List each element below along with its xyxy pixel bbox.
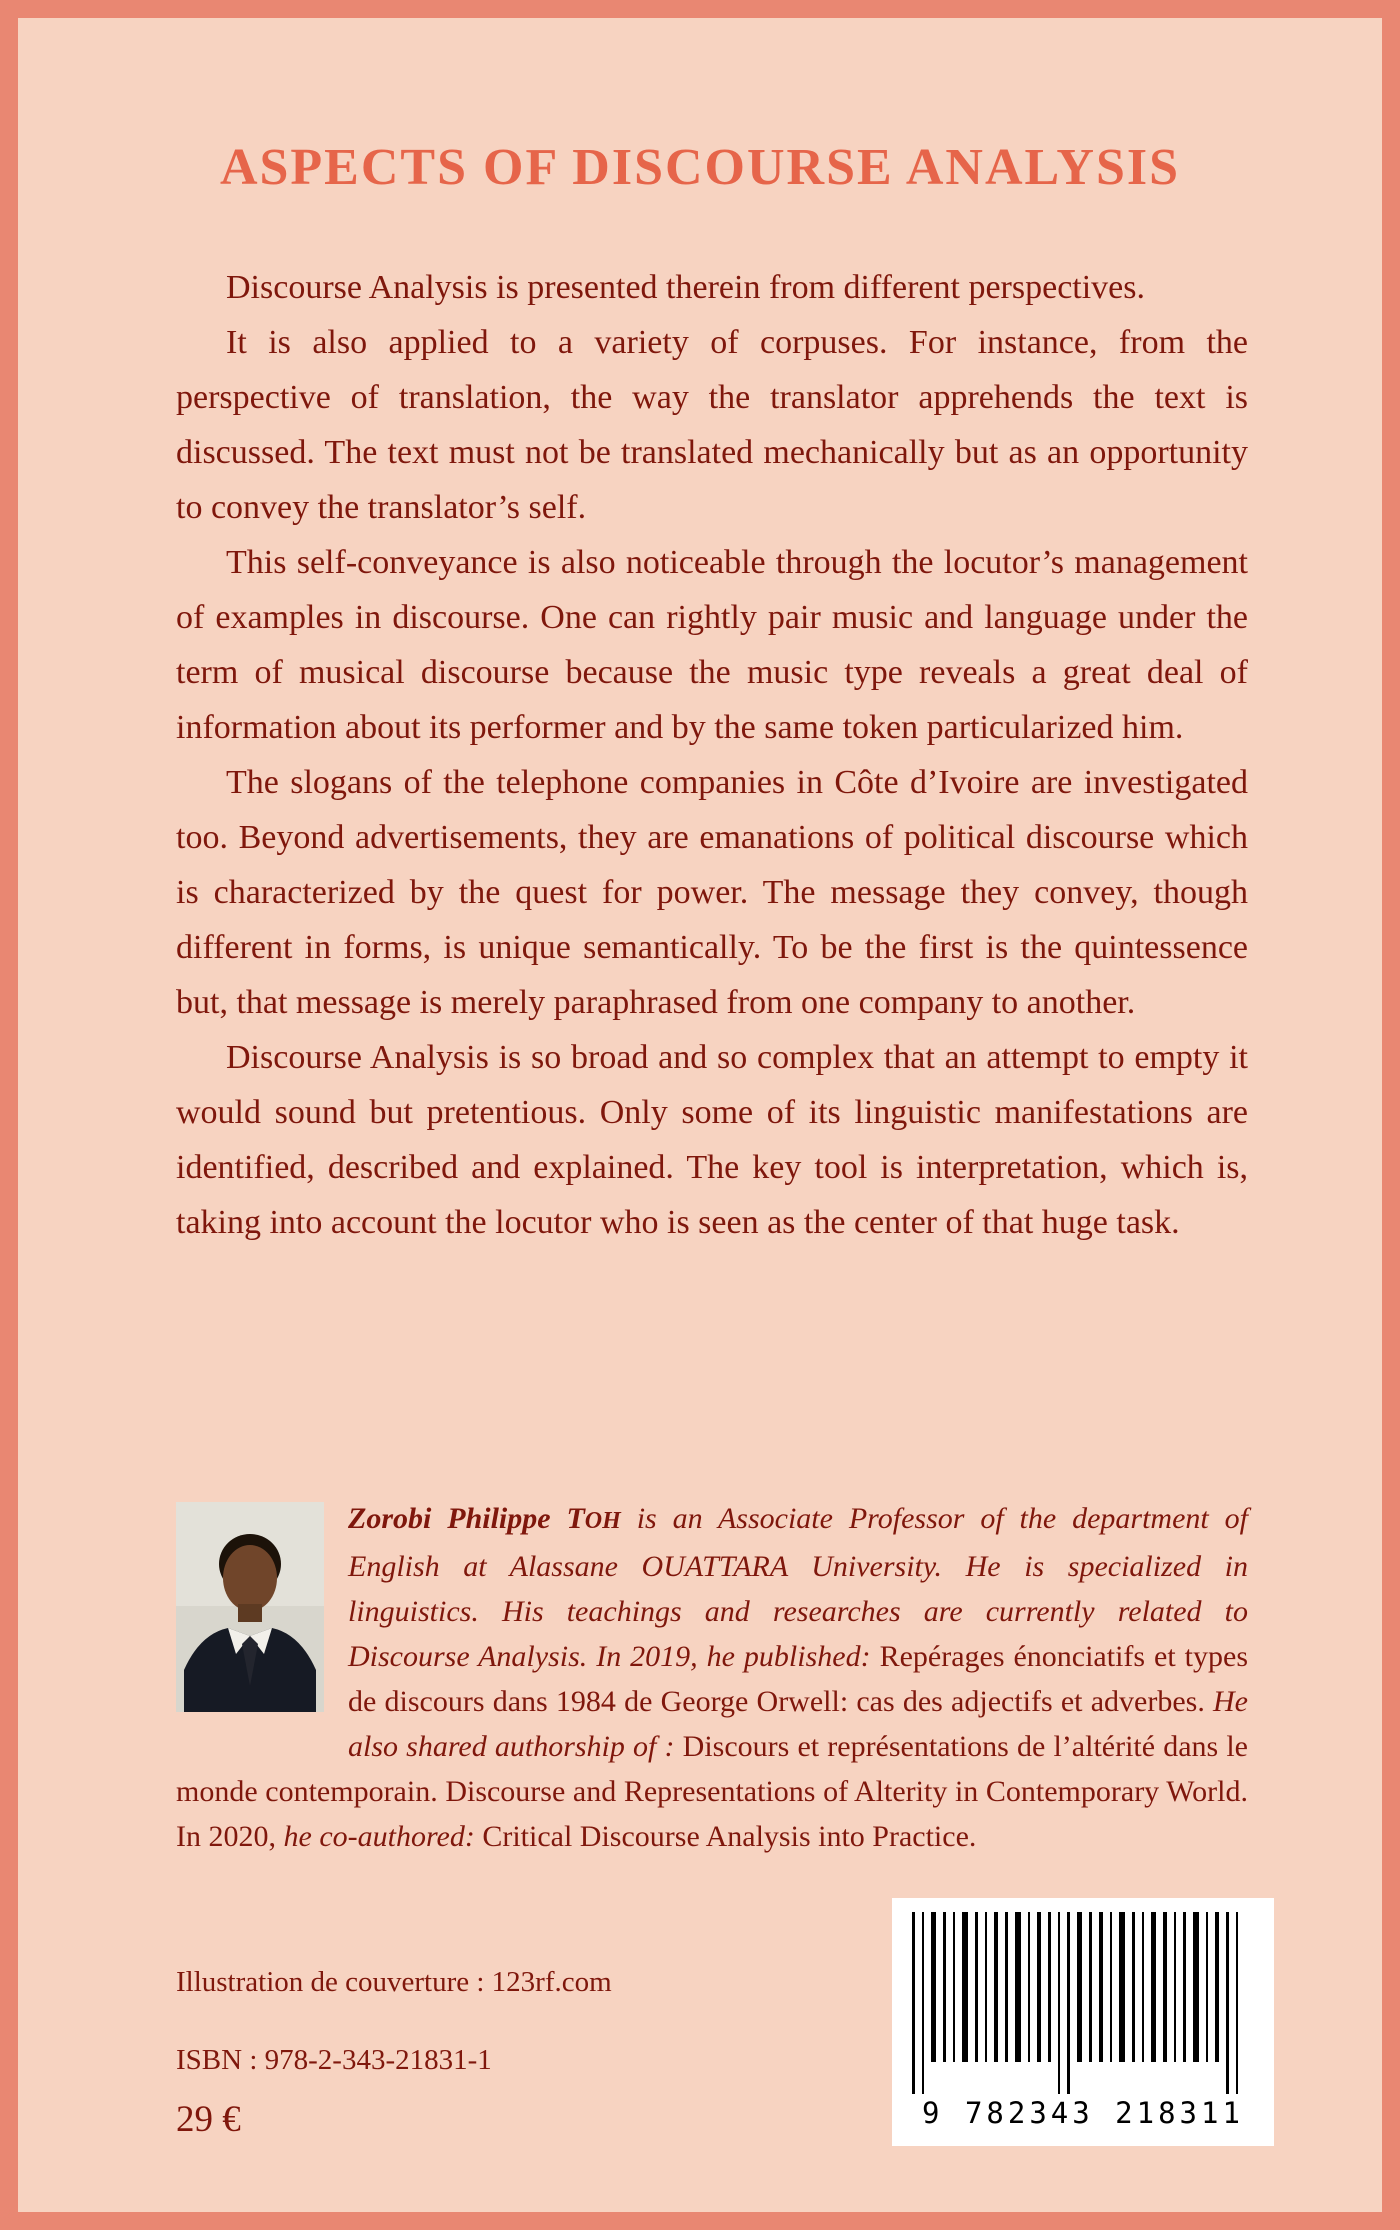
price-text: 29 € [176, 2099, 241, 2140]
barcode-bar [922, 1912, 924, 2094]
barcode-bar [975, 1912, 978, 2062]
barcode-bar [1236, 1912, 1238, 2094]
barcode-bar [1206, 1912, 1208, 2062]
barcode-bar [943, 1912, 946, 2062]
barcode-bar [1226, 1912, 1229, 2094]
barcode-bar [1037, 1912, 1041, 2062]
bio-segment: Zorobi Philippe T [348, 1502, 585, 1535]
barcode-bar [962, 1912, 968, 2062]
barcode-bar [985, 1912, 987, 2062]
barcode-bar [1089, 1912, 1092, 2062]
bio-segment: is an Associate Professor of the department of English at Alassane OUATTARA University. He is specialized in linguistics. His teachings and researches are currently related to Discourse Analysis. In 2019, he published: [348, 1502, 1248, 1673]
barcode-bar [1048, 1912, 1051, 2062]
barcode-bar [1119, 1912, 1125, 2062]
barcode-bar [1077, 1912, 1082, 2062]
barcode-bar [1099, 1912, 1103, 2062]
body-paragraph: Discourse Analysis is presented therein from different perspectives. [226, 269, 1145, 306]
bio-segment: he co-authored: [283, 1820, 483, 1853]
barcode-bar [1174, 1912, 1176, 2062]
barcode-bar [1028, 1912, 1030, 2062]
barcode-bars [912, 1912, 1258, 2094]
barcode-bar [1215, 1912, 1219, 2062]
author-bio-section [176, 1496, 1248, 1859]
barcode-bar [953, 1912, 955, 2062]
cover-illustration-credit: Illustration de couverture : 123rf.com [176, 1966, 612, 1998]
body-paragraph: The slogans of the telephone companies in Côte d’Ivoire are investigated too. Beyond advertisements, they are emanations of political discourse which is characterized by the quest for power. The message they convey, though different in forms, is unique semantically. To be the first is the quintessence but, that message is merely paraphrased from one company to another. [176, 764, 1248, 1021]
isbn-text: ISBN : 978-2-343-21831-1 [176, 2044, 492, 2076]
barcode-bar [1110, 1912, 1112, 2062]
bio-segment: Critical Discourse Analysis into Practice. [482, 1820, 977, 1853]
book-title: ASPECTS OF DISCOURSE ANALYSIS [219, 139, 1181, 196]
body-paragraphs [176, 260, 1248, 1250]
barcode-bar [1163, 1912, 1167, 2062]
barcode-bar [1067, 1912, 1070, 2094]
barcode-bar [1058, 1912, 1060, 2094]
barcode-bar [931, 1912, 936, 2062]
barcode-bar [1015, 1912, 1021, 2062]
barcode-bar [1132, 1912, 1135, 2062]
barcode-bar [1005, 1912, 1008, 2062]
author-photo [176, 1502, 324, 1712]
barcode-bar [1142, 1912, 1144, 2062]
barcode-bar [1183, 1912, 1186, 2062]
barcode-number: 9 782343 218311 [922, 2096, 1244, 2130]
barcode-bar [1151, 1912, 1156, 2062]
bio-segment: Discours et représentations de l’altérité dans le monde contemporain. Discourse and Representations of Alterity in Contemporary World. In 2020, [176, 1730, 1249, 1853]
bio-segment: He also shared authorship of : [348, 1685, 1248, 1763]
barcode-bar [912, 1912, 915, 2094]
body-paragraph: Discourse Analysis is so broad and so complex that an attempt to empty it would sound but pretentious. Only some of its linguistic manifestations are identified, described and explained. The key tool is interpretation, which is, taking into account the locutor who is seen as the center of that huge task. [176, 1039, 1248, 1241]
body-paragraph: It is also applied to a variety of corpuses. For instance, from the perspective of translation, the way the translator apprehends the text is discussed. The text must not be translated mechanically but as an opportunity to convey the translator’s self. [176, 324, 1248, 526]
author-bio-text [176, 1502, 1248, 1853]
barcode-bar [994, 1912, 998, 2062]
barcode-bar [1193, 1912, 1199, 2062]
bio-segment: Repérages énonciatifs et types de discours dans 1984 de George Orwell: cas des adjectifs et adverbes. [348, 1640, 1249, 1718]
body-paragraph: This self-conveyance is also noticeable through the locutor’s management of examples in discourse. One can rightly pair music and language under the term of musical discourse because the music type reveals a great deal of information about its performer and by the same token particularized him. [176, 544, 1248, 746]
bio-segment: OH [584, 1508, 621, 1534]
barcode [892, 1898, 1274, 2146]
